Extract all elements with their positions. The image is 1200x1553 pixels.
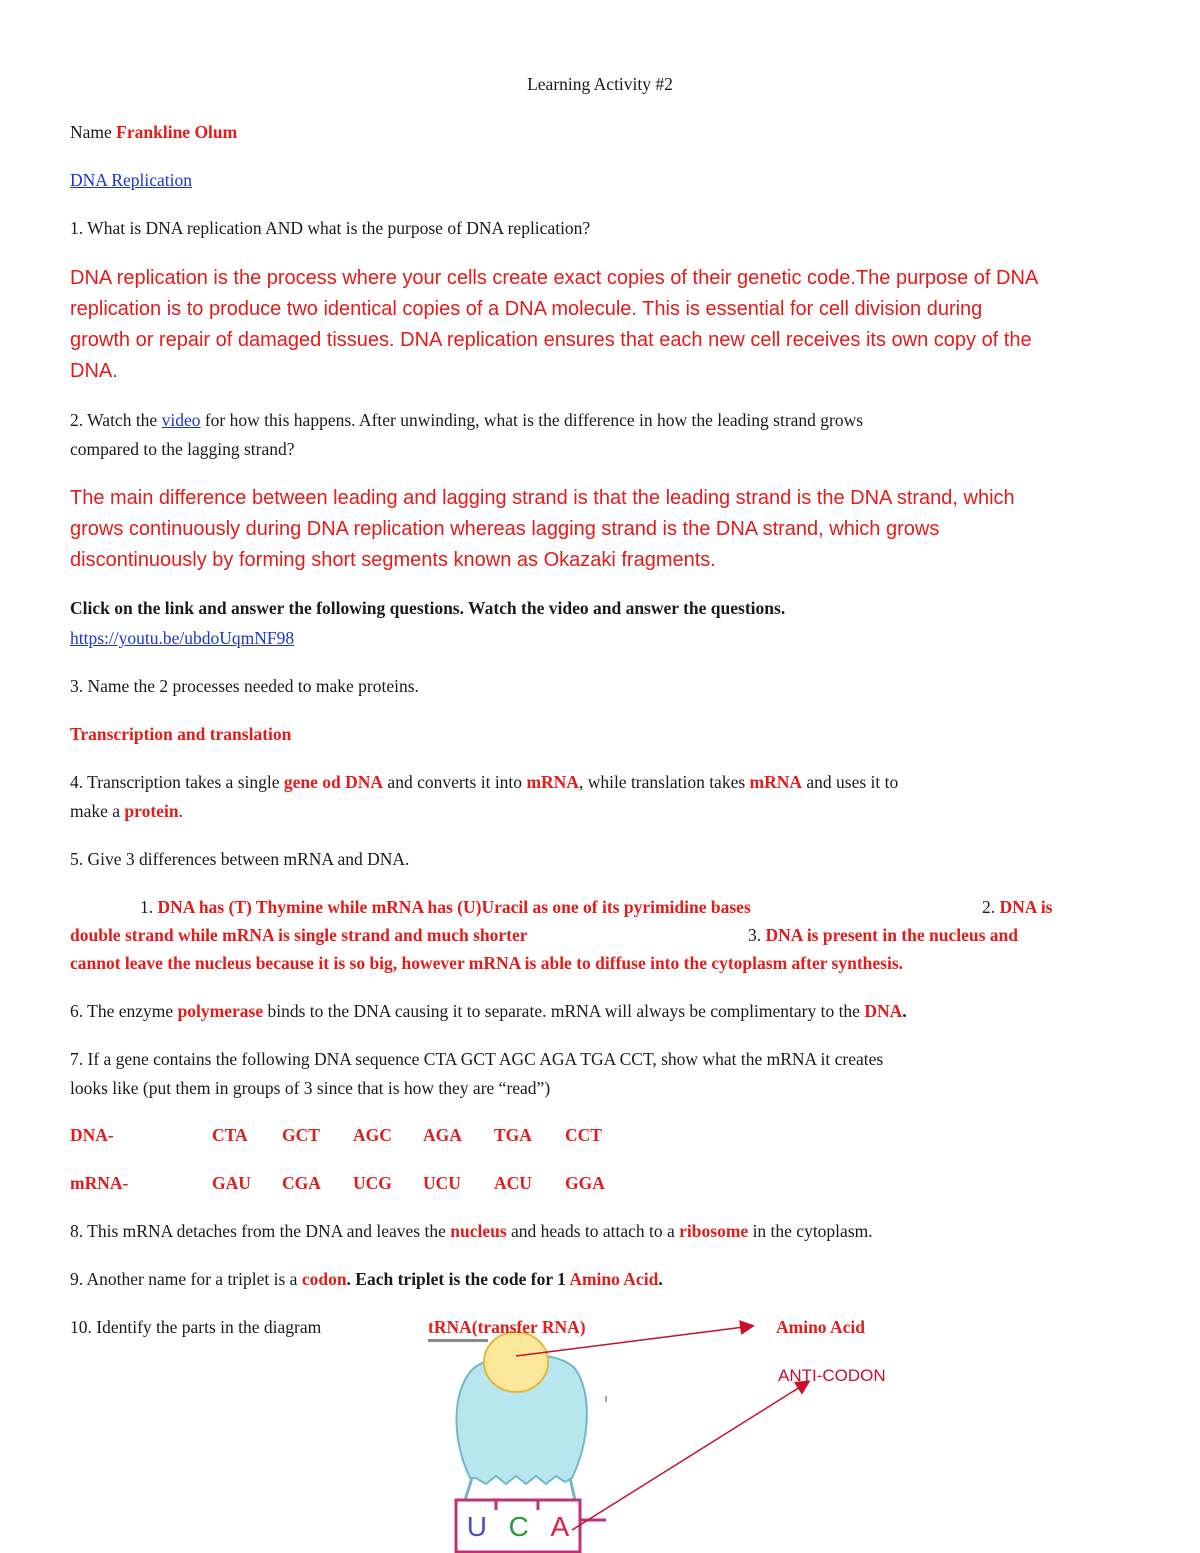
q9-text: . Each triplet is the code for 1 <box>346 1269 570 1289</box>
student-name: Frankline Olum <box>116 122 238 142</box>
mrna-label: mRNA- <box>70 1173 129 1193</box>
difference-3-cont: cannot leave the nucleus because it is so big, however mRNA is able to diffuse into the cytoplasm after synthesis. <box>70 953 904 973</box>
q9-text: . <box>658 1269 663 1289</box>
q4-fill-mrna: mRNA <box>526 772 579 792</box>
dna-codon: AGA <box>423 1125 462 1145</box>
arrow-to-anticodon <box>572 1382 808 1530</box>
answer-2-line: The main difference between leading and lagging strand is that the leading strand is the DNA strand, which <box>70 487 1015 509</box>
q8-text: in the cytoplasm. <box>748 1221 873 1241</box>
q9-fill-codon: codon <box>301 1269 347 1289</box>
list-number: 1. <box>140 897 158 917</box>
page-title: Learning Activity #2 <box>527 74 673 94</box>
q8-fill-ribosome: ribosome <box>679 1221 749 1241</box>
mrna-codon: UCG <box>353 1173 392 1193</box>
q6-fill-dna: DNA <box>864 1001 903 1021</box>
answer-1-line: DNA. <box>70 360 118 382</box>
name-label: Name <box>70 122 112 142</box>
dna-label: DNA- <box>70 1125 114 1145</box>
instruction: Click on the link and answer the following questions. Watch the video and answer the questions. <box>70 598 786 618</box>
question-3: 3. Name the 2 processes needed to make proteins. <box>70 676 419 696</box>
q6-text: . <box>902 1001 907 1021</box>
q4-fill-mrna: mRNA <box>749 772 803 792</box>
answer-1-line: DNA replication is the process where your cells create exact copies of their genetic code.The purpose of DNA <box>70 267 1039 289</box>
dna-codon: AGC <box>353 1125 392 1145</box>
question-5: 5. Give 3 differences between mRNA and DNA. <box>70 849 410 869</box>
question-7-line-2: looks like (put them in groups of 3 since that is how they are “read”) <box>70 1078 551 1098</box>
q4-text: and converts it into <box>383 772 527 792</box>
answer-2-line: grows continuously during DNA replication whereas lagging strand is the DNA strand, which grows <box>70 518 940 540</box>
video-link[interactable]: video <box>161 410 201 430</box>
q9-text: 9. Another name for a triplet is a <box>70 1269 302 1289</box>
q6-text: 6. The enzyme <box>70 1001 178 1021</box>
mrna-codon: GGA <box>565 1173 605 1193</box>
amino-acid-circle <box>484 1332 548 1392</box>
q9-fill-amino-acid: Amino Acid <box>569 1269 659 1289</box>
anticodon-label: ANTI-CODON <box>778 1366 886 1385</box>
anticodon-bases <box>456 1506 580 1548</box>
q4-text: , while translation takes <box>578 772 750 792</box>
dna-replication-link[interactable]: DNA Replication <box>70 170 192 190</box>
q4-text: . <box>178 801 183 821</box>
list-number: 2. <box>982 897 1000 917</box>
mrna-codon: UCU <box>423 1173 461 1193</box>
answer-1-line: growth or repair of damaged tissues. DNA replication ensures that each new cell receives its own copy of the <box>70 329 1032 351</box>
mrna-codon: GAU <box>212 1173 251 1193</box>
q4-text: 4. Transcription takes a single <box>70 772 284 792</box>
q4-fill-gene: gene od DNA <box>283 772 384 792</box>
base-c: C <box>508 1511 529 1542</box>
q4-text: and uses it to <box>802 772 899 792</box>
question-2-text: for how this happens. After unwinding, what is the difference in how the leading strand grows <box>200 410 864 430</box>
q8-text: 8. This mRNA detaches from the DNA and leaves the <box>70 1221 451 1241</box>
answer-3: Transcription and translation <box>70 724 292 744</box>
dna-codon: TGA <box>494 1125 532 1145</box>
base-u: U <box>466 1511 488 1542</box>
question-2-text: 2. Watch the <box>70 410 158 430</box>
q4-fill-protein: protein <box>124 801 179 821</box>
q8-text: and heads to attach to a <box>506 1221 680 1241</box>
amino-acid-label: Amino Acid <box>776 1317 865 1337</box>
dna-codon: CCT <box>565 1125 602 1145</box>
question-2-line-2: compared to the lagging strand? <box>70 439 295 459</box>
q6-fill-polymerase: polymerase <box>177 1001 264 1021</box>
difference-3: DNA is present in the nucleus and <box>765 925 1019 945</box>
mrna-codon: ACU <box>494 1173 532 1193</box>
question-10: 10. Identify the parts in the diagram <box>70 1317 322 1337</box>
answer-2-line: discontinuously by forming short segments known as Okazaki fragments. <box>70 549 716 571</box>
dna-codon: CTA <box>212 1125 248 1145</box>
question-7: 7. If a gene contains the following DNA sequence CTA GCT AGC AGA TGA CCT, show what the mRNA it creates <box>70 1049 884 1069</box>
difference-2-cont: double strand while mRNA is single strand and much shorter <box>70 925 528 945</box>
mrna-codon: CGA <box>282 1173 321 1193</box>
answer-1-line: replication is to produce two identical copies of a DNA molecule. This is essential for cell division during <box>70 298 983 320</box>
difference-1: DNA has (T) Thymine while mRNA has (U)Uracil as one of its pyrimidine bases <box>157 897 751 917</box>
question-1: 1. What is DNA replication AND what is the purpose of DNA replication? <box>70 218 591 238</box>
trna-label: tRNA(transfer RNA) <box>428 1317 586 1337</box>
dna-codon: GCT <box>282 1125 320 1145</box>
q6-text: binds to the DNA causing it to separate. mRNA will always be complimentary to the <box>263 1001 865 1021</box>
q4-text: make a <box>70 801 125 821</box>
difference-2: DNA is <box>999 897 1053 917</box>
youtube-link[interactable]: https://youtu.be/ubdoUqmNF98 <box>70 628 295 648</box>
list-number: 3. <box>748 925 766 945</box>
q8-fill-nucleus: nucleus <box>450 1221 507 1241</box>
base-a: A <box>550 1511 570 1542</box>
